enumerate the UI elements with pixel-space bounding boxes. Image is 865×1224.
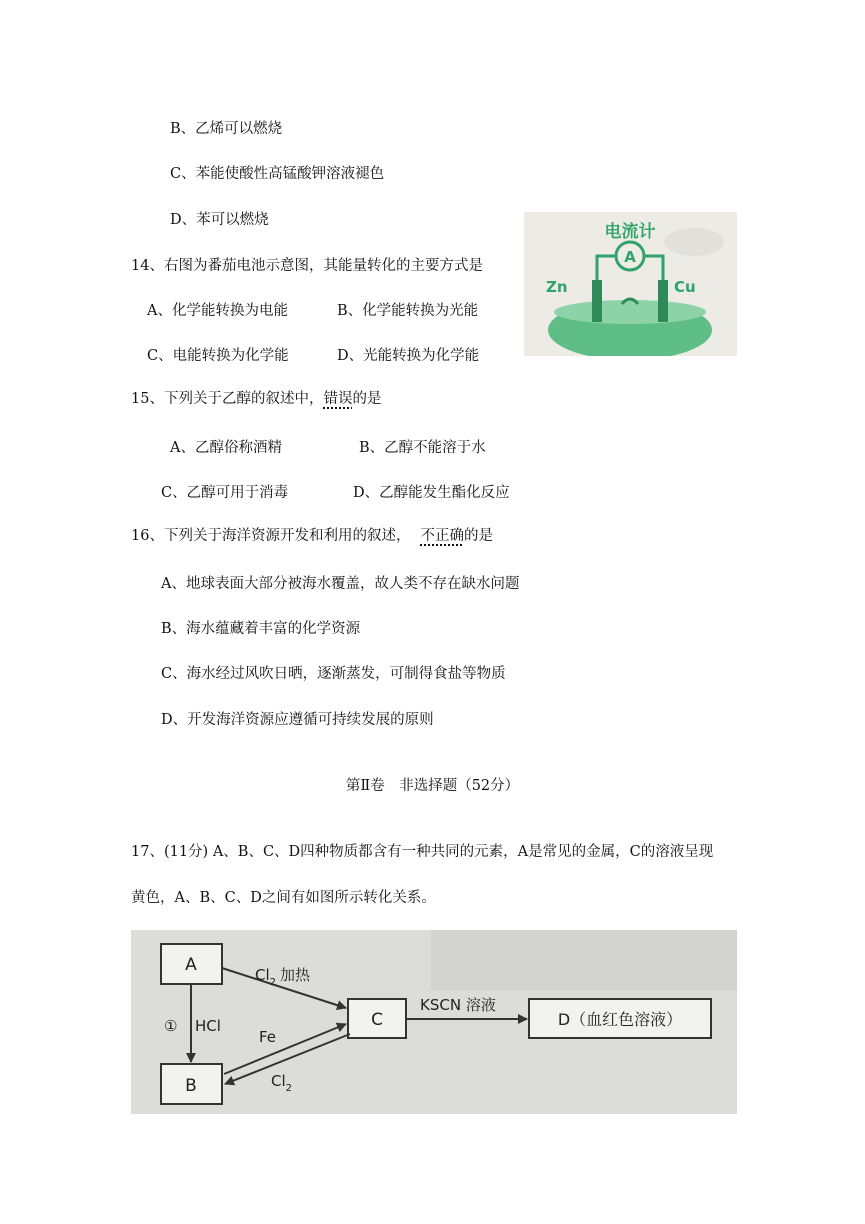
step-one-label: ①	[164, 1017, 178, 1035]
heat-text: 加热	[280, 966, 311, 984]
cl2-bottom-subscript: 2	[285, 1083, 293, 1094]
q17-stem-line2: 黄色，A、B、C、D之间有如图所示转化关系。	[131, 890, 436, 906]
kscn-label: KSCN 溶液	[420, 996, 496, 1014]
scan-smudge	[664, 228, 724, 256]
q13-option-d: D、苯可以燃烧	[170, 212, 269, 228]
q16-stem-end: 的是	[463, 528, 493, 544]
q15-option-d: D、乙醇能发生酯化反应	[353, 485, 510, 501]
q14-stem: 14、右图为番茄电池示意图，其能量转化的主要方式是	[131, 258, 483, 274]
section-title: 第Ⅱ卷 非选择题（52分）	[345, 778, 520, 794]
box-a-label: A	[185, 955, 197, 975]
q15-stem-end: 的是	[352, 391, 382, 407]
q13-option-c: C、苯能使酸性高锰酸钾溶液褪色	[170, 166, 385, 182]
cu-electrode	[658, 280, 668, 322]
box-b-label: B	[185, 1076, 197, 1096]
q16-option-b: B、海水蕴藏着丰富的化学资源	[161, 621, 361, 637]
cl2-top-subscript: 2	[269, 977, 277, 988]
conversion-diagram	[131, 930, 737, 1114]
box-d-label: D（血红色溶液）	[557, 1010, 683, 1029]
cl2-bottom-symbol: Cl	[271, 1072, 286, 1090]
fe-label: Fe	[259, 1028, 277, 1046]
tomato-top	[554, 300, 706, 324]
scan-shade	[431, 930, 737, 990]
q14-option-c: C、电能转换为化学能	[147, 348, 289, 364]
q15-option-b: B、乙醇不能溶于水	[359, 440, 486, 456]
q17-stem-line1: 17、(11分) A、B、C、D四种物质都含有一种共同的元素，A是常见的金属，C的溶液呈现	[131, 844, 714, 860]
q16-emphasis: 不正确	[420, 528, 464, 544]
hcl-label: HCl	[195, 1017, 221, 1035]
q15-option-a: A、乙醇俗称酒精	[170, 440, 282, 456]
q15-stem	[131, 390, 381, 408]
q16-stem-text: 16、下列关于海洋资源开发和利用的叙述，	[131, 528, 411, 544]
ammeter-label: A	[624, 248, 636, 266]
q14-option-b: B、化学能转换为光能	[337, 303, 479, 319]
q16-option-a: A、地球表面大部分被海水覆盖，故人类不存在缺水问题	[161, 576, 520, 592]
cl2-top-symbol: Cl	[255, 966, 270, 984]
zn-label: Zn	[546, 278, 568, 296]
q16-stem	[131, 527, 493, 545]
zn-electrode	[592, 280, 602, 322]
q13-option-b: B、乙烯可以燃烧	[170, 121, 283, 137]
q15-option-c: C、乙醇可用于消毒	[161, 485, 289, 501]
q16-option-d: D、开发海洋资源应遵循可持续发展的原则	[161, 712, 434, 728]
q16-option-c: C、海水经过风吹日晒，逐渐蒸发，可制得食盐等物质	[161, 666, 506, 682]
tomato-battery-figure	[524, 212, 737, 356]
cu-label: Cu	[674, 278, 696, 296]
q15-emphasis: 错误	[323, 391, 353, 407]
galvanometer-title: 电流计	[604, 222, 656, 242]
box-c-label: C	[371, 1010, 383, 1030]
q14-option-d: D、光能转换为化学能	[337, 348, 480, 364]
q15-stem-text: 15、下列关于乙醇的叙述中，	[131, 391, 324, 407]
q14-option-a: A、化学能转换为电能	[147, 303, 288, 319]
